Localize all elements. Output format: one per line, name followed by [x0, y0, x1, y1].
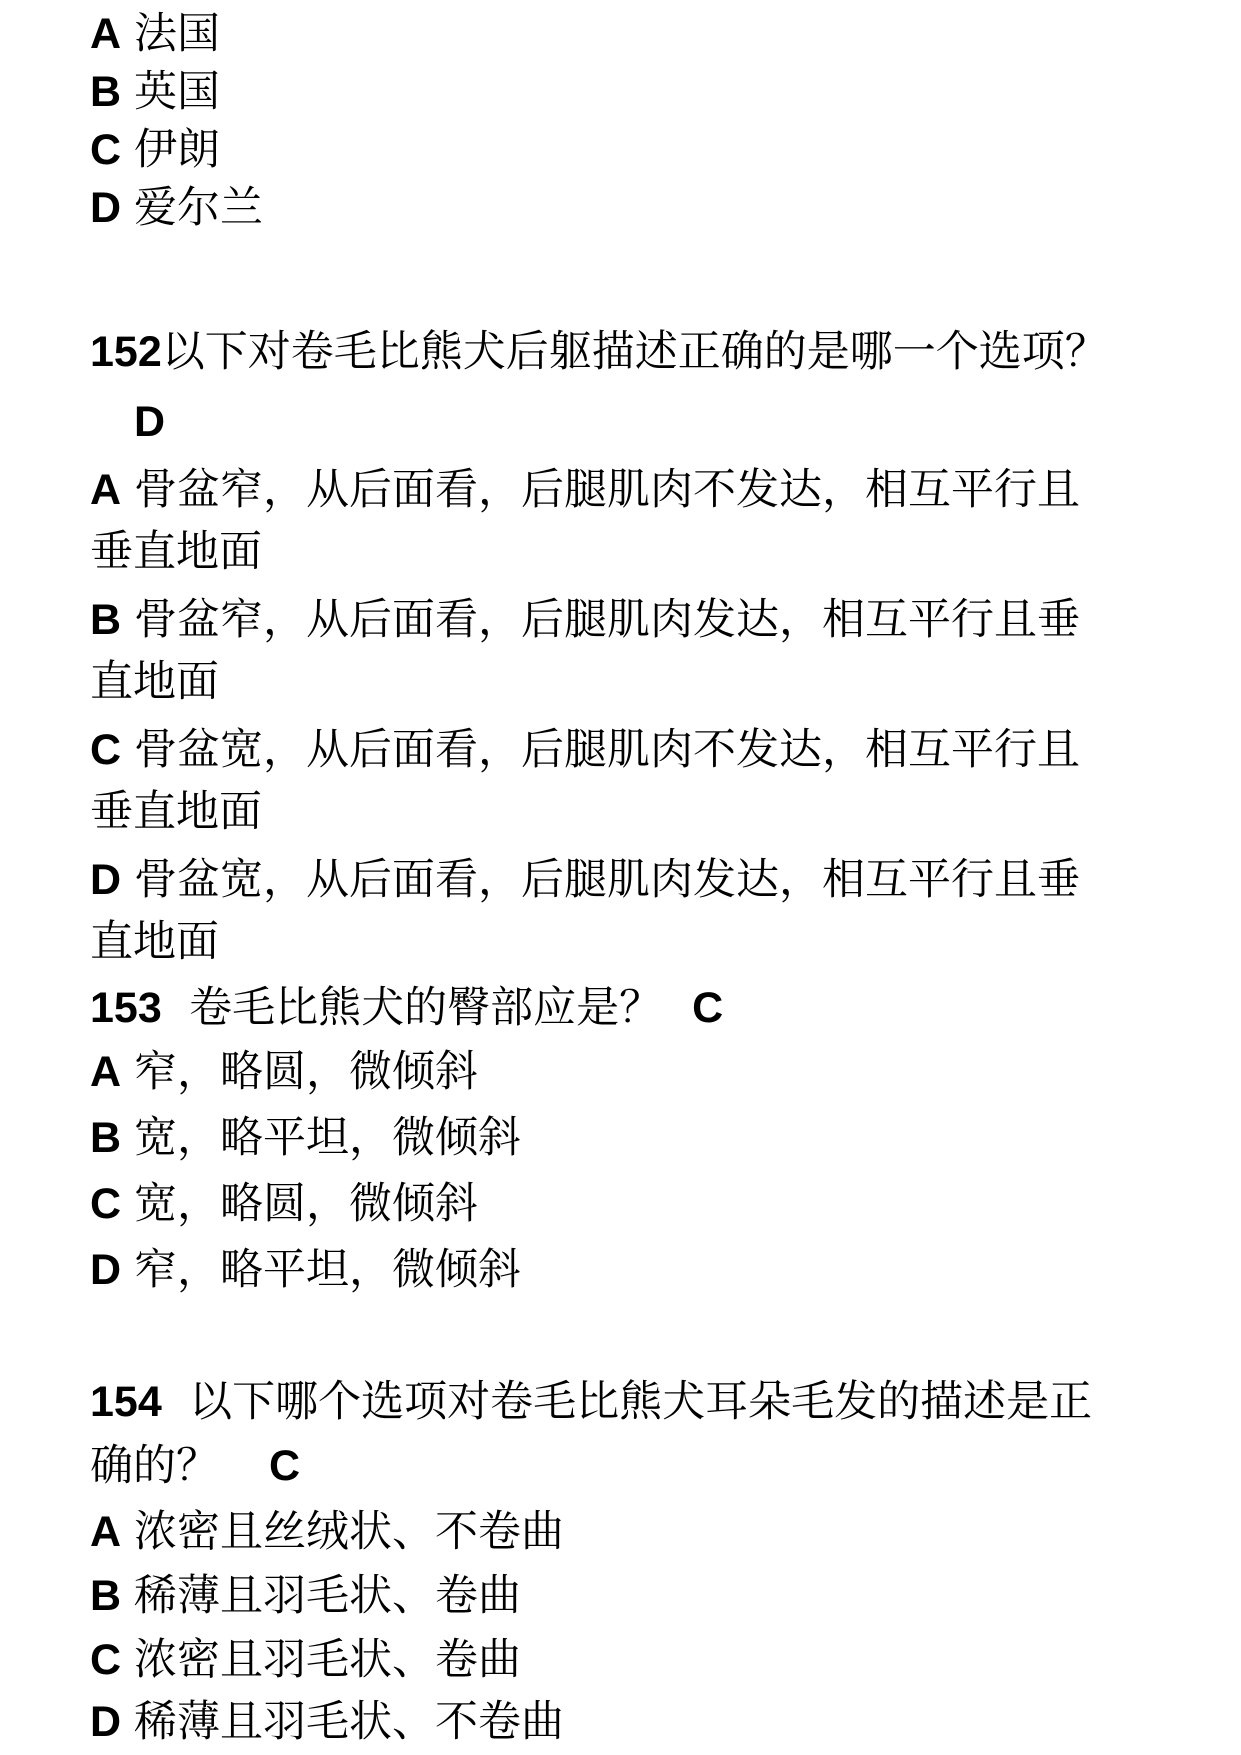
- option-text: 稀薄且羽毛状、卷曲: [134, 1571, 521, 1621]
- option-label: D: [90, 856, 122, 904]
- option-text: 英国: [134, 67, 220, 117]
- q153-question: [90, 976, 1170, 1040]
- question-number: 154: [90, 1378, 162, 1426]
- option-label: D: [90, 184, 122, 232]
- question-number: 152: [90, 328, 162, 376]
- option-label: C: [90, 126, 122, 174]
- q154-question: [90, 1370, 1170, 1434]
- q152-option-c-cont: 垂直地面: [90, 787, 262, 837]
- option-text: 窄，略圆，微倾斜: [134, 1047, 478, 1097]
- option-label: D: [90, 1698, 122, 1746]
- option-text: 伊朗: [134, 125, 220, 175]
- option-text: 窄，略平坦，微倾斜: [134, 1245, 521, 1295]
- option-label: D: [90, 1246, 122, 1294]
- q152-option-d: [90, 848, 1170, 912]
- option-text: 爱尔兰: [134, 183, 263, 233]
- q154-option-d: [90, 1690, 1170, 1754]
- q152-option-a: [90, 458, 1170, 522]
- question-text: 卷毛比熊犬的臀部应是？: [189, 983, 663, 1033]
- option-label: C: [90, 726, 122, 774]
- option-label: B: [90, 1114, 122, 1162]
- q151-option-d: [90, 176, 1170, 240]
- option-text: 稀薄且羽毛状、不卷曲: [134, 1697, 564, 1747]
- q152-option-b-cont: 直地面: [90, 657, 219, 707]
- q154-question-cont: [90, 1434, 1170, 1498]
- q153-option-c: [90, 1172, 1170, 1236]
- question-text: 以下对卷毛比熊犬后躯描述正确的是哪一个选项？: [161, 327, 1108, 377]
- option-text: 骨盆窄，从后面看，后腿肌肉不发达，相互平行且: [134, 465, 1080, 515]
- option-label: B: [90, 596, 122, 644]
- q152-option-d-cont: 直地面: [90, 917, 219, 967]
- option-label: A: [90, 10, 122, 58]
- q152-option-c: [90, 718, 1170, 782]
- question-text: 确的？: [90, 1441, 219, 1491]
- q154-option-b: [90, 1564, 1170, 1628]
- question-answer: C: [269, 1442, 301, 1490]
- q154-option-c: [90, 1628, 1170, 1692]
- option-label: A: [90, 1048, 122, 1096]
- q153-option-a: [90, 1040, 1170, 1104]
- question-answer: C: [692, 984, 724, 1032]
- option-label: A: [90, 1508, 122, 1556]
- option-label: A: [90, 466, 122, 514]
- option-label: C: [90, 1180, 122, 1228]
- option-label: B: [90, 1572, 122, 1620]
- option-text: 骨盆宽，从后面看，后腿肌肉发达，相互平行且垂: [134, 855, 1080, 905]
- option-text: 宽，略平坦，微倾斜: [134, 1113, 521, 1163]
- q152-option-b: [90, 588, 1170, 652]
- q151-option-c: [90, 118, 1170, 182]
- option-text: 骨盆宽，从后面看，后腿肌肉不发达，相互平行且: [134, 725, 1080, 775]
- option-text: 宽，略圆，微倾斜: [134, 1179, 478, 1229]
- option-text: 骨盆窄，从后面看，后腿肌肉发达，相互平行且垂: [134, 595, 1080, 645]
- q154-option-a: [90, 1500, 1170, 1564]
- question-text: 以下哪个选项对卷毛比熊犬耳朵毛发的描述是正: [189, 1377, 1093, 1427]
- q152-answer: D: [134, 398, 166, 446]
- option-text: 浓密且丝绒状、不卷曲: [134, 1507, 564, 1557]
- option-label: C: [90, 1636, 122, 1684]
- option-text: 法国: [134, 9, 220, 59]
- question-number: 153: [90, 984, 162, 1032]
- q153-option-d: [90, 1238, 1170, 1302]
- q152-question: [90, 320, 1170, 384]
- q152-option-a-cont: 垂直地面: [90, 527, 262, 577]
- q151-option-a: [90, 2, 1170, 66]
- q151-option-b: [90, 60, 1170, 124]
- option-text: 浓密且羽毛状、卷曲: [134, 1635, 521, 1685]
- option-label: B: [90, 68, 122, 116]
- q153-option-b: [90, 1106, 1170, 1170]
